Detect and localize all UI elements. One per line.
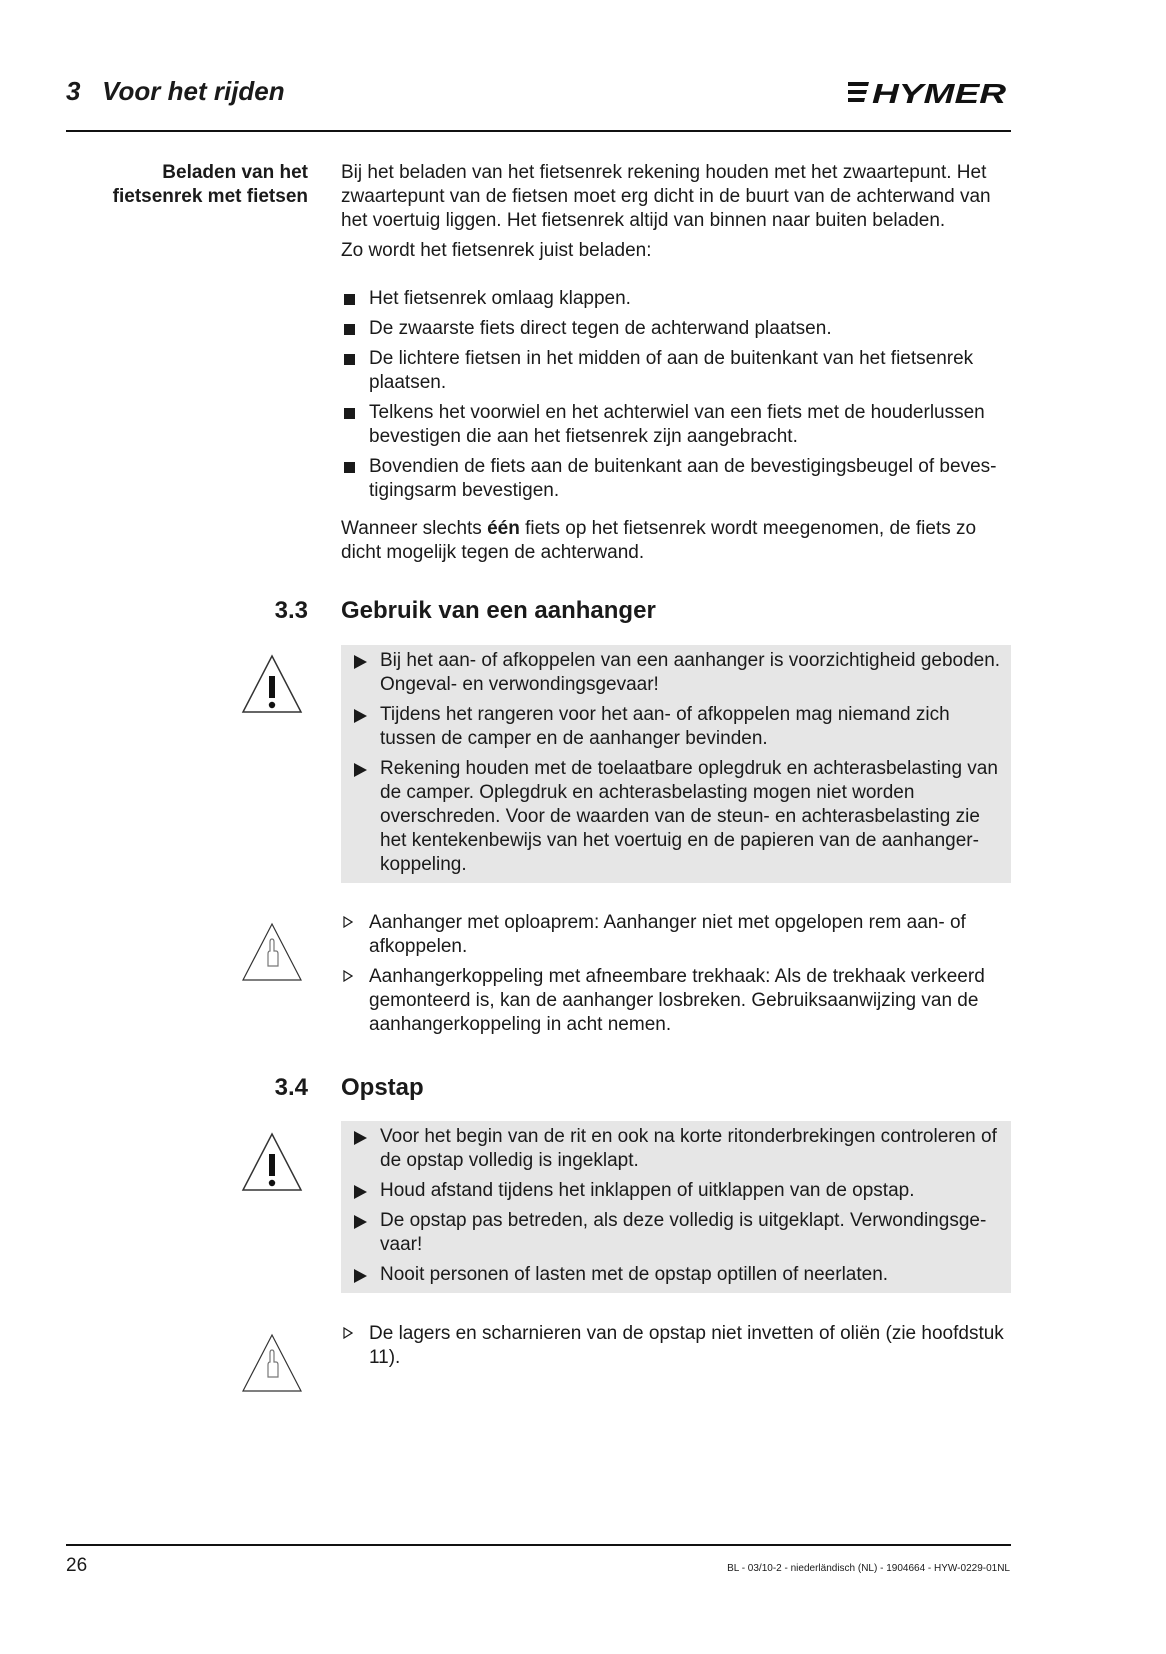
arrow-bullet-icon [354, 763, 367, 777]
steps-intro: Zo wordt het fietsenrek juist beladen: [341, 240, 652, 261]
header-rule [66, 130, 1011, 132]
section-number-3-4: 3.4 [274, 1074, 308, 1101]
document-reference: BL - 03/10-2 - niederländisch (NL) - 1904664 - HYW-0229-01NL [727, 1563, 1010, 1574]
side-heading-line2: fietsenrek met fietsen [112, 186, 308, 207]
arrow-bullet-icon [354, 655, 367, 669]
list-item: De lagers en scharnieren van de opstap niet invetten of oliën (zie hoofdstuk 11). [341, 1322, 1011, 1370]
hymer-logo [848, 78, 1008, 106]
hint-block-trailer [341, 911, 1011, 1043]
loading-content [341, 161, 1011, 565]
list-item: Rekening houden met de toelaatbare oplegdruk en achterasbelasting van de camper. Oplegdruk en achterasbelasting mogen niet worden overschreden. Voor de waarden van de steun- en achterasbelasting zie het kentekenbewijs van het voertuig en de papieren van de aanhanger-koppeling. [341, 757, 1001, 877]
footer-rule [66, 1544, 1011, 1546]
chapter-title [66, 76, 285, 107]
square-bullet-icon [344, 462, 355, 473]
warning-box-trailer [341, 645, 1011, 883]
list-item: Het fietsenrek omlaag klappen. [341, 287, 1011, 311]
warning-icon [240, 1130, 304, 1194]
list-item: De lichtere fietsen in het midden of aan de buitenkant van het fietsenrek plaatsen. [341, 347, 1011, 395]
outline-arrow-icon [343, 1327, 353, 1339]
section-number-3-3: 3.3 [274, 597, 308, 624]
list-item: Houd afstand tijdens het inklappen of uitklappen van de opstap. [341, 1179, 1001, 1203]
hand-hint-icon [240, 920, 304, 984]
outline-arrow-icon [343, 970, 353, 982]
square-bullet-icon [344, 408, 355, 419]
chapter-name: Voor het rijden [102, 76, 285, 106]
square-bullet-icon [344, 294, 355, 305]
hint-list [341, 1322, 1011, 1370]
single-bike-note: Wanneer slechts één fiets op het fietsenrek wordt meegenomen, de fiets zo dicht mogelijk tegen de achterwand. [341, 518, 977, 563]
square-bullet-icon [344, 354, 355, 365]
intro-paragraph: Bij het beladen van het fietsenrek rekening houden met het zwaartepunt. Het zwaartepunt van de fietsen moet erg dicht in de buurt van de achterwand van het voertuig liggen. Het fietsenrek altijd van binnen naar buiten beladen. [341, 162, 991, 231]
section-title-3-3: Gebruik van een aanhanger [341, 597, 656, 624]
warning-box-step [341, 1121, 1011, 1293]
hint-list [341, 911, 1011, 1037]
logo-text: HYMER [872, 78, 1008, 106]
arrow-bullet-icon [354, 1215, 367, 1229]
list-item: Telkens het voorwiel en het achterwiel van een fiets met de houderlussen bevestigen die aan het fietsenrek zijn aangebracht. [341, 401, 1011, 449]
arrow-bullet-icon [354, 1131, 367, 1145]
hint-block-step [341, 1322, 1011, 1376]
list-item: Aanhangerkoppeling met afneembare trekhaak: Als de trekhaak verkeerd gemonteerd is, kan de aanhanger losbreken. Gebruiksaanwijzing van de aanhangerkoppeling in acht nemen. [341, 965, 1011, 1037]
list-item: De zwaarste fiets direct tegen de achterwand plaatsen. [341, 317, 1011, 341]
square-bullet-icon [344, 324, 355, 335]
arrow-bullet-icon [354, 1185, 367, 1199]
list-item: Bij het aan- of afkoppelen van een aanhanger is voorzichtigheid geboden. Ongeval- en verwondingsgevaar! [341, 649, 1001, 697]
list-item: De opstap pas betreden, als deze volledig is uitgeklapt. Verwondingsge-vaar! [341, 1209, 1001, 1257]
side-heading-line1: Beladen van het [162, 162, 308, 183]
chapter-number: 3 [66, 76, 81, 106]
warning-icon [240, 652, 304, 716]
list-item: Tijdens het rangeren voor het aan- of afkoppelen mag niemand zich tussen de camper en de aanhanger bevinden. [341, 703, 1001, 751]
hand-hint-icon [240, 1331, 304, 1395]
warning-list [341, 649, 1011, 877]
side-heading [113, 161, 308, 209]
list-item: Aanhanger met oploaprem: Aanhanger niet met opgelopen rem aan- of afkoppelen. [341, 911, 1011, 959]
list-item: Nooit personen of lasten met de opstap optillen of neerlaten. [341, 1263, 1001, 1287]
steps-list [341, 287, 1011, 503]
section-title-3-4: Opstap [341, 1074, 424, 1101]
list-item: Voor het begin van de rit en ook na korte ritonderbrekingen controleren of de opstap volledig is ingeklapt. [341, 1125, 1001, 1173]
outline-arrow-icon [343, 916, 353, 928]
warning-list [341, 1125, 1011, 1287]
arrow-bullet-icon [354, 709, 367, 723]
arrow-bullet-icon [354, 1269, 367, 1283]
list-item: Bovendien de fiets aan de buitenkant aan de bevestigingsbeugel of beves-tigingsarm bevestigen. [341, 455, 1011, 503]
page-number: 26 [66, 1555, 88, 1576]
